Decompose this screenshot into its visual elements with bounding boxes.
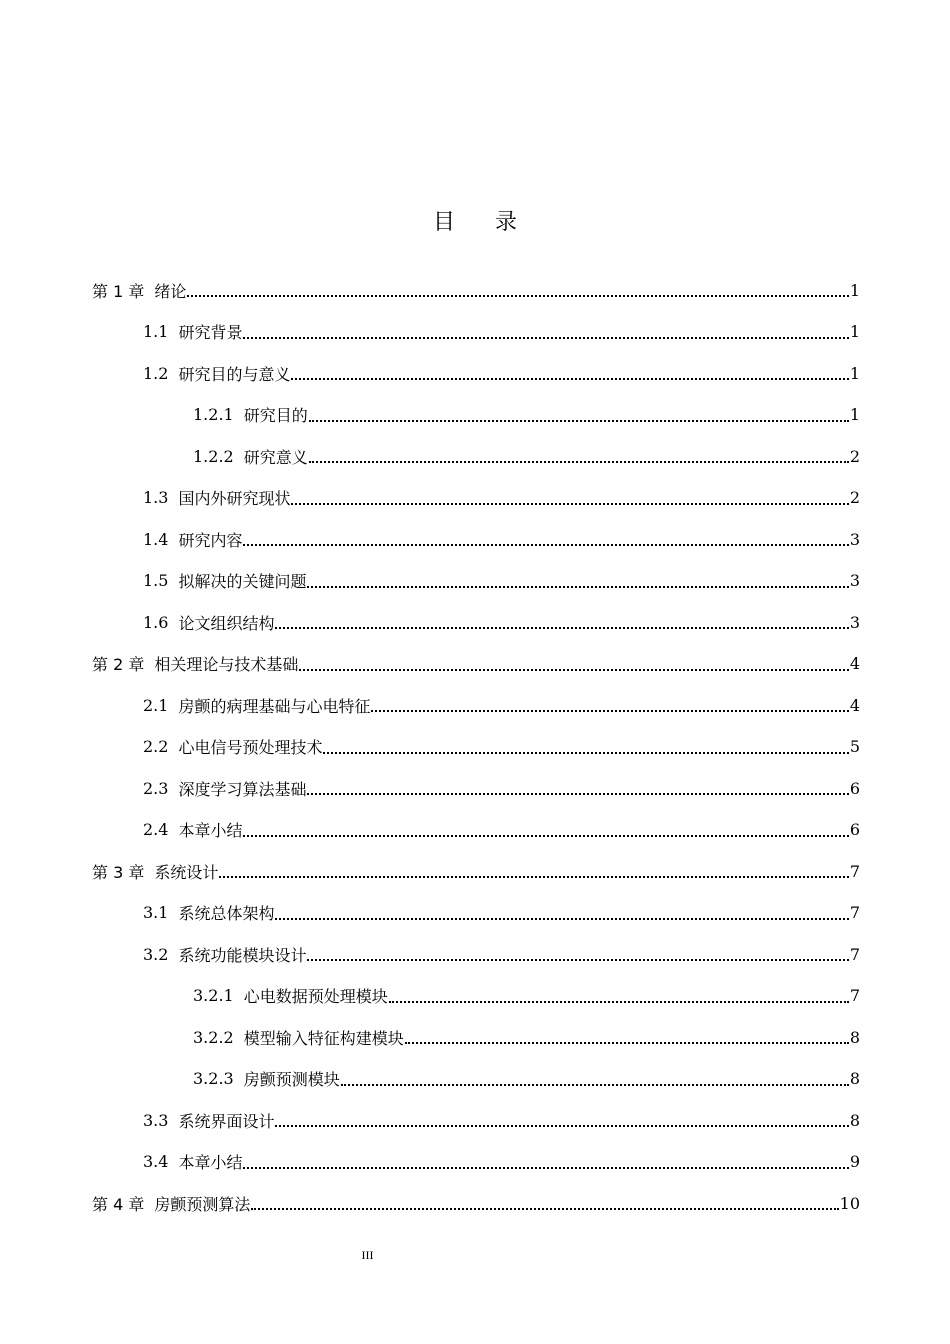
toc-dot-leader bbox=[307, 793, 848, 795]
toc-entry-page: 5 bbox=[849, 737, 860, 756]
toc-entry-title: 国内外研究现状 bbox=[178, 489, 291, 508]
toc-entry-title: 本章小结 bbox=[178, 821, 243, 840]
toc-entry-title: 深度学习算法基础 bbox=[178, 779, 307, 799]
toc-entry-number: 2.4 bbox=[143, 820, 169, 839]
toc-entry-page: 7 bbox=[849, 986, 860, 1005]
toc-dot-leader bbox=[243, 835, 848, 837]
toc-entry-title: 相关理论与技术基础 bbox=[154, 655, 299, 674]
toc-entry-number: 3.2.3 bbox=[193, 1069, 234, 1088]
toc-entry[interactable] bbox=[193, 976, 860, 1016]
toc-entry[interactable] bbox=[143, 353, 860, 393]
toc-dot-leader bbox=[371, 710, 848, 712]
toc-entry-page: 10 bbox=[839, 1193, 860, 1213]
toc-entry[interactable] bbox=[143, 727, 860, 767]
toc-entry-page: 3 bbox=[849, 612, 860, 632]
toc-dot-leader bbox=[389, 1001, 849, 1003]
toc-entry[interactable] bbox=[143, 893, 860, 933]
toc-entry-page: 8 bbox=[849, 1069, 860, 1088]
toc-entry[interactable] bbox=[193, 1017, 860, 1057]
toc-entry-number: 第 4 章 bbox=[92, 1194, 145, 1214]
toc-entry-number: 1.5 bbox=[143, 571, 169, 590]
toc-entry[interactable] bbox=[143, 519, 860, 559]
toc-entry[interactable] bbox=[193, 436, 860, 476]
toc-entry-page: 1 bbox=[849, 405, 860, 424]
toc-entry-number: 1.6 bbox=[143, 612, 169, 632]
toc-dot-leader bbox=[243, 544, 848, 546]
toc-entry-page: 8 bbox=[849, 1027, 860, 1047]
toc-entry-number: 3.3 bbox=[143, 1110, 169, 1130]
toc-entry[interactable] bbox=[143, 934, 860, 974]
toc-entry-title: 研究目的 bbox=[243, 406, 308, 425]
toc-dot-leader bbox=[275, 918, 848, 920]
toc-entry-number: 3.4 bbox=[143, 1152, 169, 1171]
toc-entry[interactable] bbox=[143, 312, 860, 352]
toc-entry[interactable] bbox=[143, 1142, 860, 1182]
toc-dot-leader bbox=[219, 876, 848, 878]
toc-entry-page: 9 bbox=[849, 1152, 860, 1171]
toc-dot-leader bbox=[243, 1167, 848, 1169]
toc-entry[interactable] bbox=[143, 810, 860, 850]
toc-dot-leader bbox=[307, 586, 848, 588]
toc-entry-number: 第 1 章 bbox=[92, 281, 145, 301]
toc-entry-title: 系统功能模块设计 bbox=[178, 945, 307, 965]
page-number: III bbox=[361, 1248, 374, 1262]
toc-entry-title: 研究内容 bbox=[178, 530, 243, 550]
toc-entry-title: 研究背景 bbox=[178, 323, 243, 342]
toc-entry-number: 2.3 bbox=[143, 778, 169, 798]
toc-entry-page: 6 bbox=[849, 820, 860, 839]
toc-dot-leader bbox=[291, 378, 848, 380]
toc-entry-number: 第 3 章 bbox=[92, 862, 145, 882]
toc-dot-leader bbox=[251, 1208, 838, 1210]
toc-dot-leader bbox=[275, 1125, 848, 1127]
toc-entry-title: 绪论 bbox=[154, 281, 187, 301]
toc-entry-page: 1 bbox=[849, 322, 860, 341]
toc-entry-title: 论文组织结构 bbox=[178, 613, 275, 633]
toc-entry-page: 4 bbox=[849, 695, 860, 715]
toc-entry-number: 1.2.1 bbox=[193, 405, 234, 424]
toc-entry-page: 2 bbox=[849, 488, 860, 507]
toc-entry[interactable] bbox=[92, 644, 860, 684]
toc-entry-title: 本章小结 bbox=[178, 1153, 243, 1172]
toc-entry-number: 1.3 bbox=[143, 488, 169, 507]
toc-entry-title: 研究意义 bbox=[243, 447, 308, 467]
toc-entry-page: 2 bbox=[849, 446, 860, 466]
toc-entry-title: 心电数据预处理模块 bbox=[243, 987, 388, 1006]
toc-entry-number: 3.2.1 bbox=[193, 986, 234, 1005]
toc-entry-page: 7 bbox=[849, 944, 860, 964]
toc-dot-leader bbox=[243, 337, 848, 339]
toc-entry-number: 3.2 bbox=[143, 944, 169, 964]
toc-dot-leader bbox=[299, 669, 848, 671]
toc-entry-title: 模型输入特征构建模块 bbox=[243, 1028, 404, 1048]
toc-entry-title: 房颤预测模块 bbox=[243, 1070, 340, 1089]
toc-entry-number: 1.2 bbox=[143, 363, 169, 383]
toc-dot-leader bbox=[309, 420, 849, 422]
toc-entry-number: 2.2 bbox=[143, 737, 169, 756]
toc-entry-title: 房颤预测算法 bbox=[154, 1194, 251, 1214]
toc-entry-page: 1 bbox=[849, 363, 860, 383]
toc-entry-number: 2.1 bbox=[143, 695, 169, 715]
toc-dot-leader bbox=[291, 503, 848, 505]
toc-entry[interactable] bbox=[143, 561, 860, 601]
toc-entry[interactable] bbox=[143, 685, 860, 725]
toc-dot-leader bbox=[275, 627, 848, 629]
toc-dot-leader bbox=[309, 461, 849, 463]
toc-entry[interactable] bbox=[193, 395, 860, 435]
toc-entry[interactable] bbox=[143, 478, 860, 518]
toc-entry-page: 4 bbox=[849, 654, 860, 673]
toc-entry-page: 7 bbox=[849, 903, 860, 922]
toc-entry-number: 1.1 bbox=[143, 322, 169, 341]
toc-entry-number: 3.2.2 bbox=[193, 1027, 234, 1047]
toc-entry-page: 3 bbox=[849, 529, 860, 549]
toc-dot-leader bbox=[341, 1084, 849, 1086]
toc-entry[interactable] bbox=[143, 1100, 860, 1140]
page-title: 目录 bbox=[432, 210, 557, 235]
toc-entry-title: 研究目的与意义 bbox=[178, 364, 291, 384]
toc-entry-number: 1.4 bbox=[143, 529, 169, 549]
toc-dot-leader bbox=[323, 752, 848, 754]
toc-entry[interactable] bbox=[143, 768, 860, 808]
toc-entry-title: 房颤的病理基础与心电特征 bbox=[178, 696, 371, 716]
toc-entry-title: 拟解决的关键问题 bbox=[178, 572, 307, 591]
toc-entry-page: 6 bbox=[849, 778, 860, 798]
toc-entry-page: 8 bbox=[849, 1110, 860, 1130]
toc-entry-title: 心电信号预处理技术 bbox=[178, 738, 323, 757]
toc-entry-number: 1.2.2 bbox=[193, 446, 234, 466]
toc-entry[interactable] bbox=[92, 1183, 860, 1223]
toc-entry-title: 系统设计 bbox=[154, 862, 219, 882]
toc-entry-page: 3 bbox=[849, 571, 860, 590]
toc-entry-page: 1 bbox=[849, 280, 860, 300]
toc-entry-title: 系统总体架构 bbox=[178, 904, 275, 923]
toc-entry[interactable] bbox=[92, 270, 860, 310]
toc-entry[interactable] bbox=[193, 1059, 860, 1099]
toc-dot-leader bbox=[405, 1042, 849, 1044]
toc-entry[interactable] bbox=[143, 602, 860, 642]
toc-entry-number: 第 2 章 bbox=[92, 655, 145, 674]
toc-entry-page: 7 bbox=[849, 861, 860, 881]
toc-entry[interactable] bbox=[92, 851, 860, 891]
toc-entry-number: 3.1 bbox=[143, 903, 169, 922]
toc-dot-leader bbox=[187, 295, 848, 297]
toc-entry-title: 系统界面设计 bbox=[178, 1111, 275, 1131]
toc-dot-leader bbox=[307, 959, 848, 961]
